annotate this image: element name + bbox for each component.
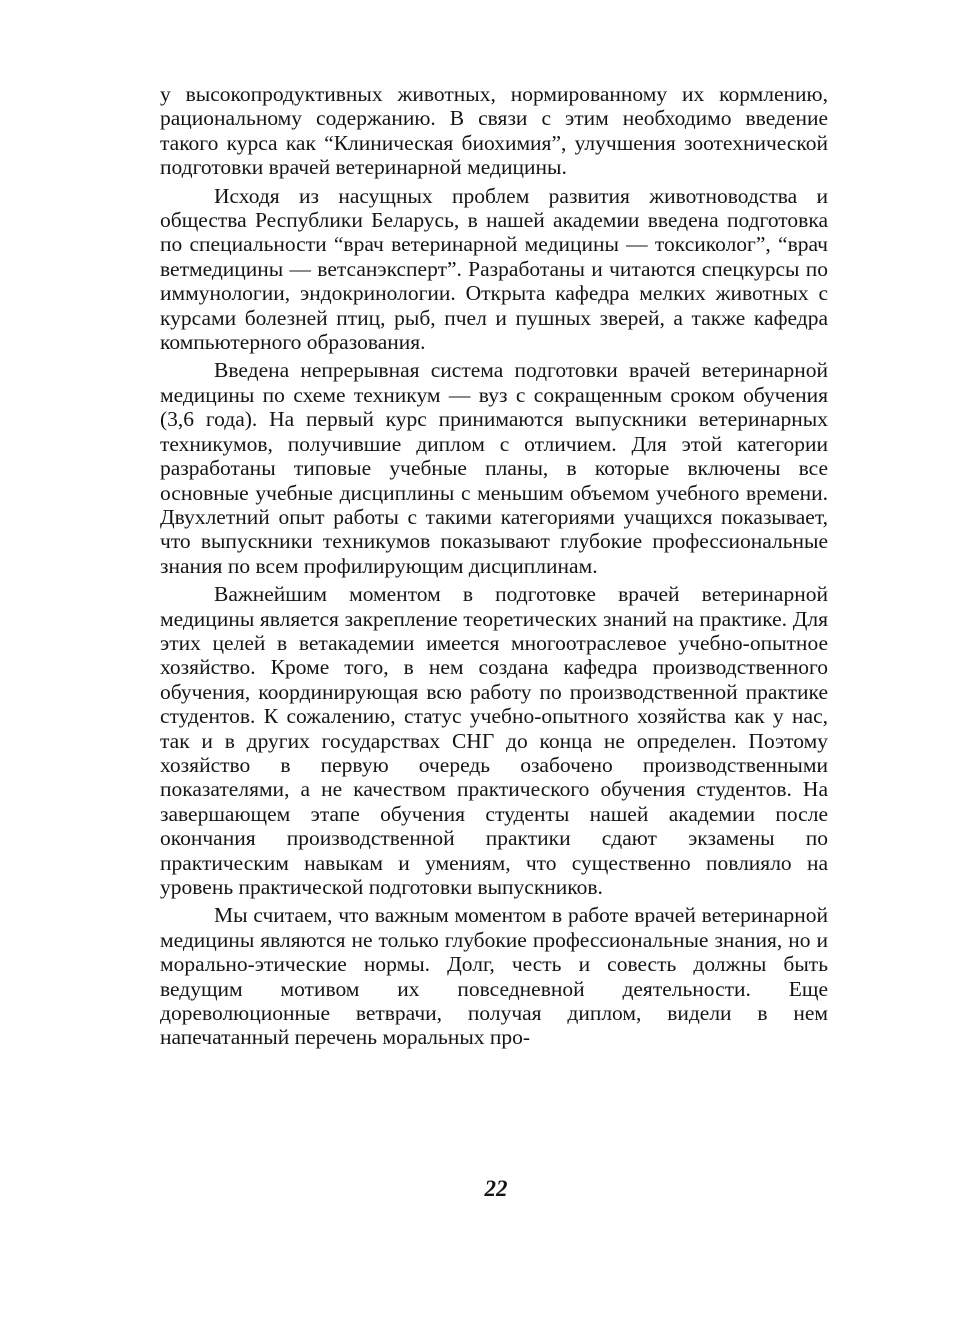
paragraph-3: Введена непрерывная система подготовки врачей ветеринарной медицины по схеме техникум — вуз с сокращенным сроком обучения (3,6 года). На первый курс принимаются выпускники ветеринарных техникумов, получившие диплом с отличием. Для этой категории разработаны типовые учебные планы, в которые включены все основные учебные дисциплины с меньшим объемом учебного времени. Двухлетний опыт работы с такими категориями учащихся показывает, что выпускники техникумов показывают глубокие профессиональные знания по всем профилирующим дисциплинам. xyxy=(160,358,828,578)
paragraph-5: Мы считаем, что важным моментом в работе врачей ветеринарной медицины являются не только глубокие профессиональные знания, но и морально-этические нормы. Долг, честь и совесть должны быть ведущим мотивом их повседневной деятельности. Еще дореволюционные ветврачи, получая диплом, видели в нем напечатанный перечень моральных про- xyxy=(160,903,828,1050)
paragraph-2: Исходя из насущных проблем развития животноводства и общества Республики Беларусь, в нашей академии введена подготовка по специальности “врач ветеринарной медицины — токсиколог”, “врач ветмедицины — ветсанэксперт”. Разработаны и читаются спецкурсы по иммунологии, эндокринологии. Открыта кафедра мелких животных с курсами болезней птиц, рыб, пчел и пушных зверей, а также кафедра компьютерного образования. xyxy=(160,183,828,355)
paragraph-4: Важнейшим моментом в подготовке врачей ветеринарной медицины является закрепление теоретических знаний на практике. Для этих целей в ветакадемии имеется многоотраслевое учебно-опытное хозяйство. Кроме того, в нем создана кафедра производственного обучения, координирующая всю работу по производственной практике студентов. К сожалению, статус учебно-опытного хозяйства как у нас, так и в других государствах СНГ до конца не определен. Поэтому хозяйство в первую очередь озабочено производственными показателями, а не качеством практического обучения студентов. На завершающем этапе обучения студенты нашей академии после окончания производственной практики сдают экзамены по практическим навыкам и умениям, что существенно повлияло на уровень практической подготовки выпускников. xyxy=(160,582,828,899)
page-number: 22 xyxy=(484,1176,508,1201)
paragraph-1: у высокопродуктивных животных, нормированному их кормлению, рациональному содержанию. В связи с этим необходимо введение такого курса как “Клиническая биохимия”, улучшения зоотехнической подготовки врачей ветеринарной медицины. xyxy=(160,82,828,180)
body-text xyxy=(160,82,828,1050)
